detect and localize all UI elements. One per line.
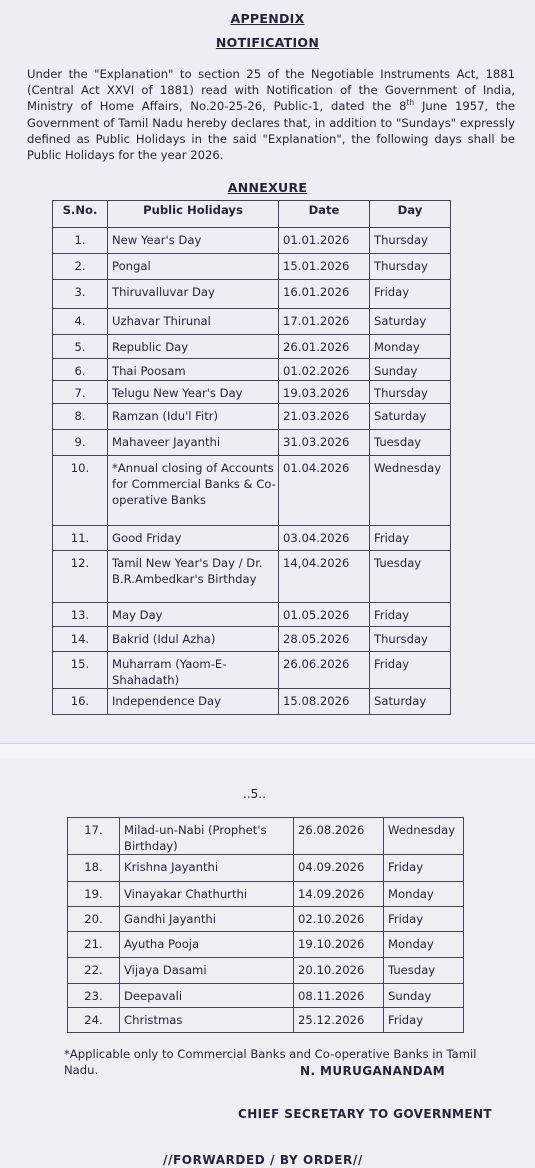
header-holiday: Public Holidays (108, 201, 279, 228)
row-day: Thursday (370, 627, 451, 652)
row-day: Saturday (370, 689, 451, 715)
intro-text-part-1: Under the "Explanation" to section 25 of the Negotiable Instruments Act, 1881 (Central Act XXVI of 1881) read with Notification of the Government of India, Ministry of Home Affairs, No.20-25-26, Public-1, dated the 8 (27, 67, 515, 114)
annexure-title: ANNEXURE (227, 180, 308, 195)
row-day: Monday (370, 335, 451, 359)
row-date: 14,04.2026 (279, 551, 370, 603)
table-row (53, 335, 451, 359)
row-date: 17.01.2026 (279, 309, 370, 335)
row-sno: 11. (53, 526, 108, 551)
holidays-table-page-1 (52, 200, 451, 715)
row-sno: 13. (53, 603, 108, 627)
row-date: 01.01.2026 (279, 228, 370, 254)
intro-paragraph (27, 66, 515, 163)
row-sno: 3. (53, 280, 108, 309)
row-day: Saturday (370, 309, 451, 335)
row-holiday: *Annual closing of Accounts for Commercial Banks & Co-operative Banks (108, 456, 279, 526)
row-date: 08.11.2026 (294, 984, 384, 1008)
row-sno: 16. (53, 689, 108, 715)
row-holiday: Krishna Jayanthi (120, 855, 294, 882)
table-row (53, 254, 451, 280)
row-day: Thursday (370, 228, 451, 254)
row-day: Monday (384, 932, 464, 958)
table-row (53, 228, 451, 254)
row-holiday: Good Friday (108, 526, 279, 551)
row-sno: 22. (68, 958, 120, 984)
row-date: 01.04.2026 (279, 456, 370, 526)
row-sno: 1. (53, 228, 108, 254)
row-holiday: Independence Day (108, 689, 279, 715)
table-row (68, 907, 464, 932)
row-day: Friday (370, 603, 451, 627)
row-day: Sunday (370, 359, 451, 381)
appendix-title: APPENDIX (230, 11, 305, 26)
row-holiday: Telugu New Year's Day (108, 381, 279, 404)
table-row (68, 1008, 464, 1033)
table-row (53, 627, 451, 652)
row-day: Friday (384, 907, 464, 932)
row-day: Tuesday (370, 551, 451, 603)
row-date: 26.01.2026 (279, 335, 370, 359)
row-holiday: Vijaya Dasami (120, 958, 294, 984)
intro-text-part-2: June 1957, the Government of Tamil Nadu hereby declares that, in addition to "Sundays" expressly defined as Public Holidays in the said "Explanation", the following days shall be Public Holidays for the year 2026. (27, 99, 515, 163)
table-row (68, 855, 464, 882)
row-date: 01.02.2026 (279, 359, 370, 381)
table-row (53, 456, 451, 526)
row-day: Thursday (370, 381, 451, 404)
table-row (53, 526, 451, 551)
row-date: 16.01.2026 (279, 280, 370, 309)
table-header-row (53, 201, 451, 228)
notification-title: NOTIFICATION (215, 35, 320, 50)
row-day: Thursday (370, 254, 451, 280)
row-date: 02.10.2026 (294, 907, 384, 932)
row-holiday: Tamil New Year's Day / Dr. B.R.Ambedkar's Birthday (108, 551, 279, 603)
table-row (53, 603, 451, 627)
row-sno: 15. (53, 652, 108, 689)
page-number: ..5.. (243, 787, 266, 801)
row-date: 15.08.2026 (279, 689, 370, 715)
row-sno: 8. (53, 404, 108, 430)
row-sno: 24. (68, 1008, 120, 1033)
row-day: Tuesday (384, 958, 464, 984)
table-row (68, 818, 464, 855)
row-day: Friday (384, 1008, 464, 1033)
row-holiday: Muharram (Yaom-E-Shahadath) (108, 652, 279, 689)
row-day: Wednesday (370, 456, 451, 526)
row-date: 19.10.2026 (294, 932, 384, 958)
row-day: Tuesday (370, 430, 451, 456)
row-sno: 12. (53, 551, 108, 603)
table-row (53, 280, 451, 309)
row-sno: 17. (68, 818, 120, 855)
holidays-table-page-2 (67, 817, 464, 1033)
row-holiday: Thai Poosam (108, 359, 279, 381)
row-holiday: Thiruvalluvar Day (108, 280, 279, 309)
row-date: 15.01.2026 (279, 254, 370, 280)
row-day: Wednesday (384, 818, 464, 855)
signatory-title: CHIEF SECRETARY TO GOVERNMENT (238, 1107, 492, 1121)
header-day: Day (370, 201, 451, 228)
row-date: 21.03.2026 (279, 404, 370, 430)
row-holiday: Pongal (108, 254, 279, 280)
row-holiday: Deepavali (120, 984, 294, 1008)
row-date: 04.09.2026 (294, 855, 384, 882)
intro-superscript: th (406, 98, 415, 108)
row-sno: 20. (68, 907, 120, 932)
row-holiday: Mahaveer Jayanthi (108, 430, 279, 456)
table-row (68, 984, 464, 1008)
row-sno: 9. (53, 430, 108, 456)
row-date: 26.08.2026 (294, 818, 384, 855)
row-sno: 4. (53, 309, 108, 335)
row-day: Friday (370, 280, 451, 309)
row-holiday: Uzhavar Thirunal (108, 309, 279, 335)
row-holiday: May Day (108, 603, 279, 627)
row-sno: 21. (68, 932, 120, 958)
row-sno: 23. (68, 984, 120, 1008)
row-sno: 5. (53, 335, 108, 359)
table-row (68, 882, 464, 907)
row-holiday: Christmas (120, 1008, 294, 1033)
row-day: Monday (384, 882, 464, 907)
row-date: 28.05.2026 (279, 627, 370, 652)
row-day: Sunday (384, 984, 464, 1008)
row-date: 19.03.2026 (279, 381, 370, 404)
row-holiday: Ramzan (Idu'l Fitr) (108, 404, 279, 430)
row-holiday: Vinayakar Chathurthi (120, 882, 294, 907)
row-sno: 7. (53, 381, 108, 404)
row-holiday: Milad-un-Nabi (Prophet's Birthday) (120, 818, 294, 855)
row-date: 20.10.2026 (294, 958, 384, 984)
table-row (53, 689, 451, 715)
row-date: 26.06.2026 (279, 652, 370, 689)
signatory-name: N. MURUGANANDAM (300, 1064, 446, 1078)
table-row (53, 404, 451, 430)
row-date: 01.05.2026 (279, 603, 370, 627)
footnote: *Applicable only to Commercial Banks and Co-operative Banks in Tamil Nadu. (64, 1047, 477, 1077)
row-day: Friday (384, 855, 464, 882)
row-sno: 10. (53, 456, 108, 526)
table-row (53, 309, 451, 335)
header-date: Date (279, 201, 370, 228)
row-day: Friday (370, 526, 451, 551)
row-day: Saturday (370, 404, 451, 430)
row-day: Friday (370, 652, 451, 689)
table-row (53, 652, 451, 689)
row-date: 03.04.2026 (279, 526, 370, 551)
row-holiday: Bakrid (Idul Azha) (108, 627, 279, 652)
row-holiday: New Year's Day (108, 228, 279, 254)
table-row (53, 381, 451, 404)
row-sno: 6. (53, 359, 108, 381)
row-sno: 14. (53, 627, 108, 652)
header-sno: S.No. (53, 201, 108, 228)
page-break (0, 743, 535, 759)
row-holiday: Ayutha Pooja (120, 932, 294, 958)
row-date: 14.09.2026 (294, 882, 384, 907)
forwarded-by-order: //FORWARDED / BY ORDER// (163, 1153, 363, 1167)
row-holiday: Republic Day (108, 335, 279, 359)
table-row (53, 359, 451, 381)
row-sno: 2. (53, 254, 108, 280)
table-row (53, 430, 451, 456)
table-row (68, 932, 464, 958)
row-holiday: Gandhi Jayanthi (120, 907, 294, 932)
row-sno: 18. (68, 855, 120, 882)
table-row (53, 551, 451, 603)
table-row (68, 958, 464, 984)
row-date: 31.03.2026 (279, 430, 370, 456)
row-sno: 19. (68, 882, 120, 907)
row-date: 25.12.2026 (294, 1008, 384, 1033)
